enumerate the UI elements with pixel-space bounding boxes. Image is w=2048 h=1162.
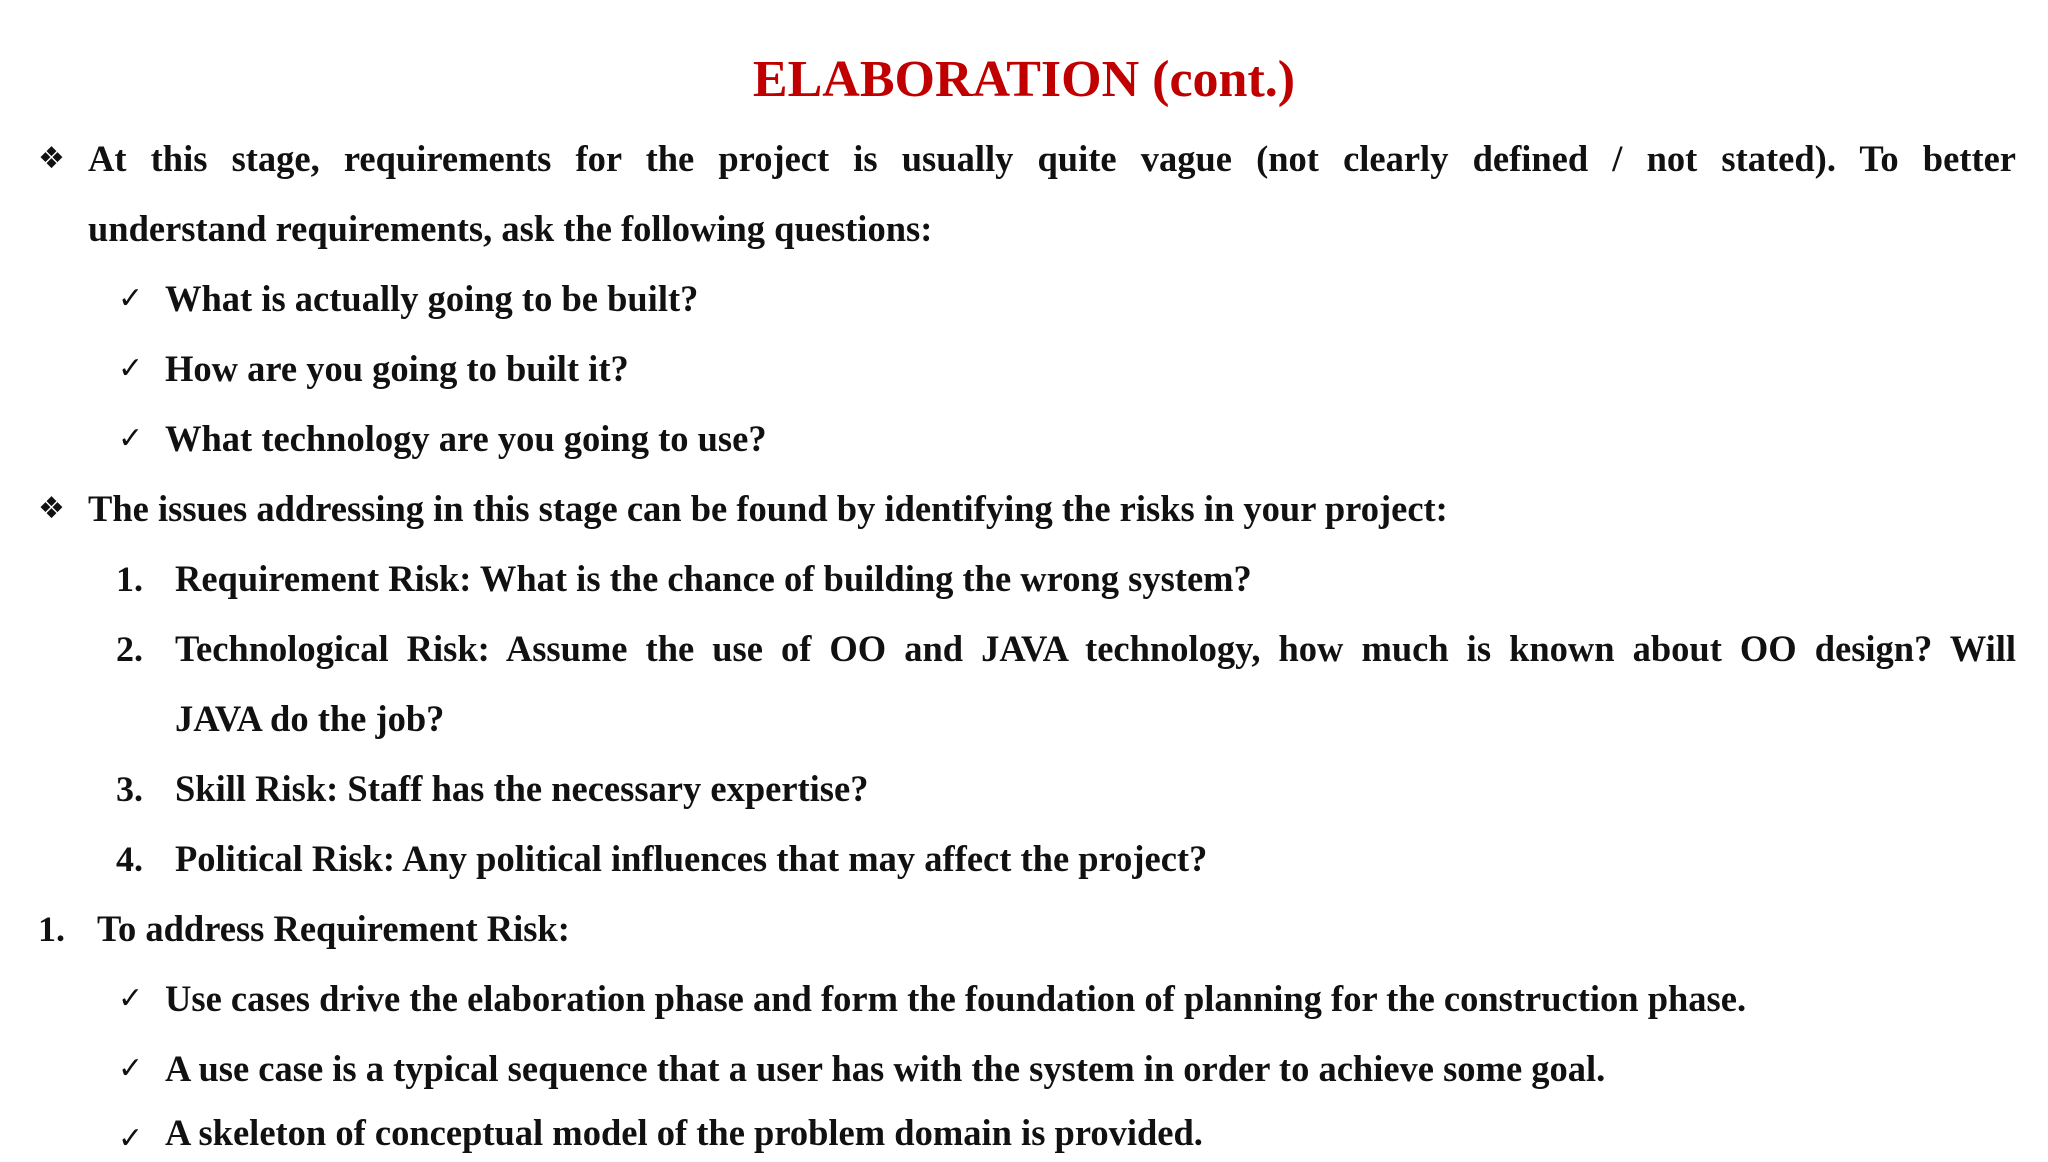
diamond-bullet-icon: ❖ bbox=[38, 141, 65, 176]
risk-item: Technological Risk: Assume the use of OO and JAVA technology, how much is known about OO design? Will bbox=[175, 628, 2016, 669]
risk-item: Political Risk: Any political influences that may affect the project? bbox=[175, 838, 1208, 879]
risk-item: Requirement Risk: What is the chance of building the wrong system? bbox=[175, 558, 1252, 599]
check-icon: ✓ bbox=[118, 281, 144, 316]
risk-item: Skill Risk: Staff has the necessary expertise? bbox=[175, 768, 869, 809]
check-icon: ✓ bbox=[118, 1051, 144, 1086]
risk-item-continued: JAVA do the job? bbox=[175, 698, 445, 739]
check-icon: ✓ bbox=[118, 351, 144, 386]
slide-title: ELABORATION (cont.) bbox=[752, 51, 1296, 108]
check-icon: ✓ bbox=[118, 421, 144, 456]
risk-number: 2. bbox=[116, 629, 143, 669]
risk-number: 3. bbox=[116, 769, 143, 809]
address-heading: To address Requirement Risk: bbox=[97, 908, 570, 949]
diamond-bullet-icon: ❖ bbox=[38, 491, 65, 526]
risk-number: 1. bbox=[116, 559, 143, 599]
risks-intro: The issues addressing in this stage can be found by identifying the risks in your project: bbox=[88, 488, 1448, 529]
address-number: 1. bbox=[38, 909, 65, 949]
intro-line-2: understand requirements, ask the following questions: bbox=[88, 208, 933, 249]
question-item: What technology are you going to use? bbox=[165, 418, 767, 459]
intro-line-1: At this stage, requirements for the project is usually quite vague (not clearly defined / not stated). To better bbox=[88, 138, 2016, 179]
question-item: What is actually going to be built? bbox=[165, 278, 699, 319]
check-icon: ✓ bbox=[118, 1121, 144, 1156]
address-point: A use case is a typical sequence that a user has with the system in order to achieve some goal. bbox=[165, 1048, 1606, 1089]
address-point: Use cases drive the elaboration phase and form the foundation of planning for the construction phase. bbox=[165, 978, 1747, 1019]
question-item: How are you going to built it? bbox=[165, 348, 629, 389]
check-icon: ✓ bbox=[118, 981, 144, 1016]
address-point: A skeleton of conceptual model of the problem domain is provided. bbox=[165, 1112, 1203, 1153]
risk-number: 4. bbox=[116, 839, 143, 879]
